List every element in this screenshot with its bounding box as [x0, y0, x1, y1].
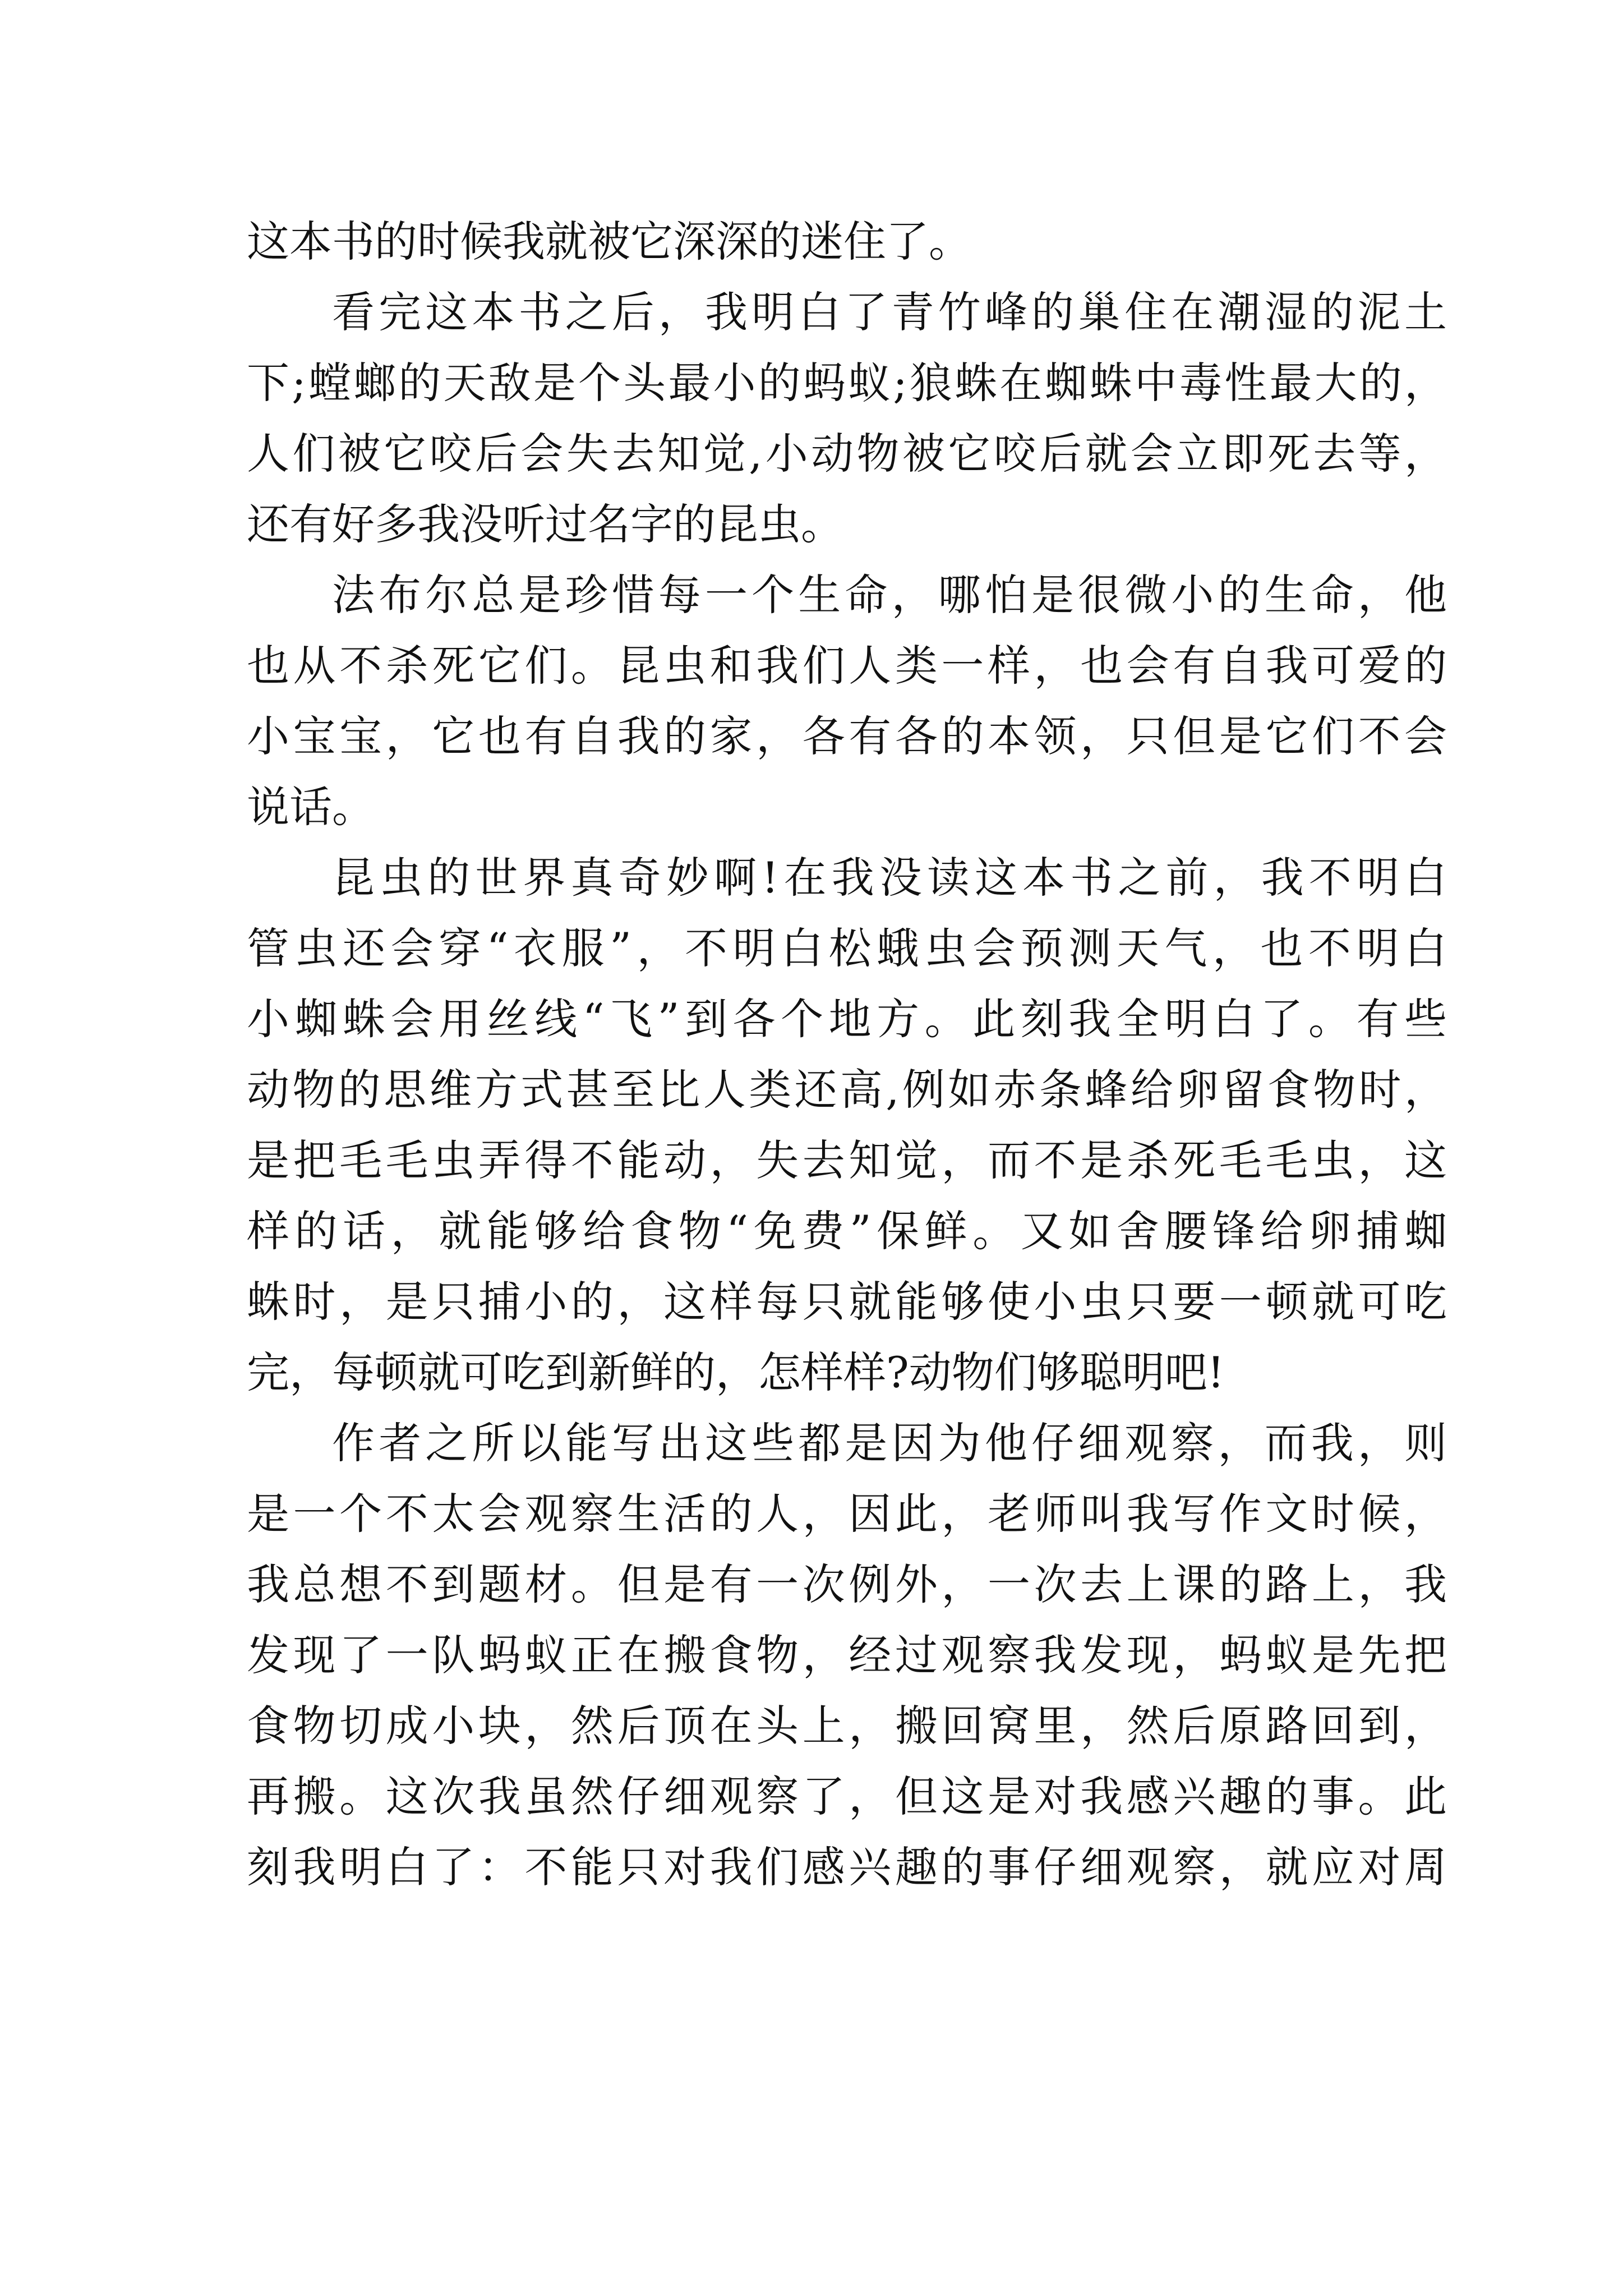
paragraph [247, 843, 1447, 1408]
text-line: 法布尔总是珍惜每一个生命，哪怕是很微小的生命，他 [332, 570, 1447, 620]
text-line: 看完这本书之后，我明白了青竹峰的巢住在潮湿的泥土 [332, 287, 1447, 337]
text-line: 说话。 [247, 782, 375, 832]
text-line: 还有好多我没听过名字的昆虫。 [247, 499, 843, 549]
paragraph [247, 1408, 1447, 1903]
text-line: 是一个不太会观察生活的人，因此，老师叫我写作文时候， [247, 1489, 1447, 1539]
text-line: 发现了一队蚂蚁正在搬食物，经过观察我发现，蚂蚁是先把 [247, 1630, 1447, 1680]
text-line: 人们被它咬后会失去知觉,小动物被它咬后就会立即死去等， [247, 429, 1447, 478]
text-line: 我总想不到题材。但是有一次例外，一次去上课的路上，我 [247, 1559, 1447, 1609]
text-line: 管虫还会穿“衣服”，不明白松蛾虫会预测天气，也不明白 [247, 923, 1447, 973]
text-line: 完，每顿就可吃到新鲜的，怎样样?动物们够聪明吧! [247, 1347, 1225, 1397]
text-line: 再搬。这次我虽然仔细观察了，但这是对我感兴趣的事。此 [247, 1772, 1447, 1821]
text-line: 小宝宝，它也有自我的家，各有各的本领，只但是它们不会 [247, 711, 1447, 761]
text-line: 刻我明白了：不能只对我们感兴趣的事仔细观察，就应对周 [247, 1842, 1447, 1892]
text-line: 是把毛毛虫弄得不能动，失去知觉，而不是杀死毛毛虫，这 [247, 1135, 1447, 1185]
text-line: 也从不杀死它们。昆虫和我们人类一样，也会有自我可爱的 [247, 641, 1447, 691]
text-line: 小蜘蛛会用丝线“飞”到各个地方。此刻我全明白了。有些 [247, 994, 1447, 1044]
document-body [247, 206, 1447, 1903]
text-line: 昆虫的世界真奇妙啊!在我没读这本书之前，我不明白 [332, 853, 1447, 903]
paragraph [247, 560, 1447, 843]
text-line: 这本书的时候我就被它深深的迷住了。 [247, 217, 971, 266]
text-line: 动物的思维方式甚至比人类还高,例如赤条蜂给卵留食物时， [247, 1065, 1447, 1115]
text-line: 食物切成小块，然后顶在头上，搬回窝里，然后原路回到， [247, 1701, 1447, 1751]
text-line: 蛛时，是只捕小的，这样每只就能够使小虫只要一顿就可吃 [247, 1277, 1447, 1327]
text-line: 作者之所以能写出这些都是因为他仔细观察，而我，则 [332, 1418, 1447, 1468]
text-line: 下;螳螂的天敌是个头最小的蚂蚁;狼蛛在蜘蛛中毒性最大的， [247, 358, 1447, 408]
paragraph [247, 206, 1447, 277]
paragraph [247, 277, 1447, 560]
text-line: 样的话，就能够给食物“免费”保鲜。又如舍腰锋给卵捕蜘 [247, 1206, 1447, 1256]
